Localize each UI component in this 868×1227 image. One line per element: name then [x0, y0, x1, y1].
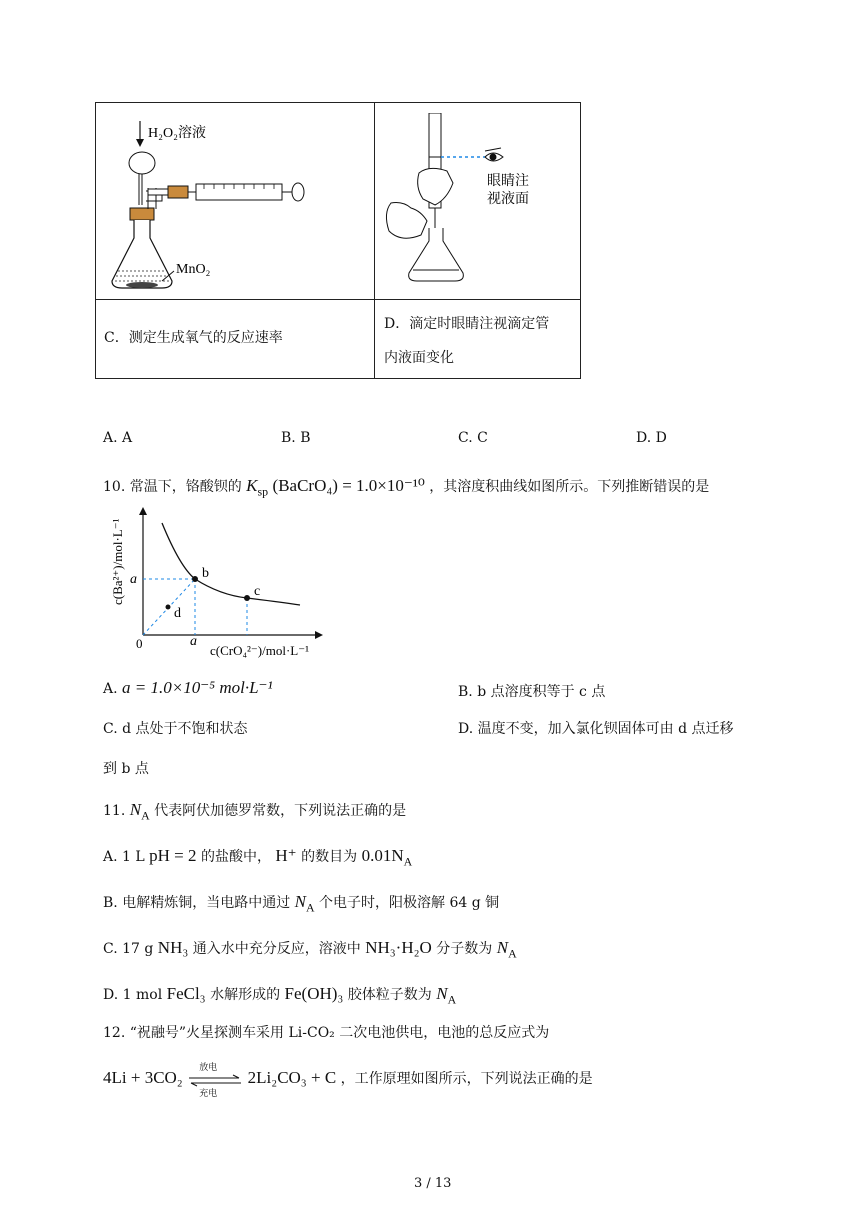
q12-equation [103, 1063, 593, 1099]
option-d-caption-line1: D．滴定时眼睛注视滴定管 [384, 316, 550, 332]
table-divider-vertical [374, 103, 375, 378]
q10-stem [103, 476, 709, 499]
q10-option-c: C. d 点处于不饱和状态 [103, 721, 248, 737]
eye-label-line1: 眼睛注 [487, 174, 529, 189]
label-a-y: a [130, 572, 137, 587]
q10-num: 10. 常温下，铬酸钡的 [103, 479, 242, 495]
page-number: 3 / 13 [414, 1176, 452, 1191]
oxygen-rate-apparatus-figure [104, 113, 374, 293]
q10-ksp: $K_{sp}$ [246, 476, 269, 499]
q12-eq-right: 2Li₂CO₃ + C [247, 1068, 337, 1087]
q10-option-a: A. a = 1.0×10⁻⁵ mol·L⁻¹ [103, 678, 273, 697]
label-b: b [202, 566, 209, 581]
titration-eye-figure [381, 113, 576, 293]
mno2-label: MnO₂ [176, 262, 211, 277]
q10-option-a-math: a = 1.0×10⁻⁵ mol·L⁻¹ [122, 678, 273, 697]
q10-option-d: D. 温度不变，加入氯化钡固体可由 d 点迁移 [458, 721, 734, 737]
q12-tail: ，工作原理如图所示，下列说法正确的是 [340, 1071, 593, 1087]
q11-stem: 11. $N_A$ 代表阿伏加德罗常数，下列说法正确的是 [103, 800, 407, 823]
q12-stem: 12. “祝融号”火星探测车采用 Li-CO₂ 二次电池供电，电池的总反应式为 [103, 1025, 550, 1041]
point-c [244, 595, 250, 601]
option-d-caption-line2: 内液面变化 [384, 350, 454, 366]
x-axis-label: c(CrO₄²⁻)/mol·L⁻¹ [210, 643, 309, 658]
point-d [166, 605, 171, 610]
q10-option-d-cont: 到 b 点 [103, 761, 149, 777]
table-divider-horizontal [96, 299, 580, 300]
q9-option-b: B. B [281, 430, 311, 446]
q11-option-d: D. 1 mol FeCl₃ 水解形成的 Fe(OH)₃ 胶体粒子数为 $N_A$ [103, 984, 457, 1007]
reversible-arrow: 放电 充电 [187, 1066, 243, 1092]
q11-option-c: C. 17 g NH₃ 通入水中充分反应，溶液中 NH₃·H₂O 分子数为 $N_A$ [103, 938, 517, 961]
label-a-x: a [190, 634, 197, 649]
q10-tail: ，其溶度积曲线如图所示。下列推断错误的是 [429, 479, 710, 495]
q9-option-c: C. C [458, 430, 488, 446]
q11-option-b: B. 电解精炼铜，当电路中通过 $N_A$ 个电子时，阳极溶解 64 g 铜 [103, 892, 500, 915]
y-axis-label: c(Ba²⁺)/mol·L⁻¹ [110, 518, 125, 605]
q9-option-a: A. A [103, 430, 133, 446]
option-c-caption: C．测定生成氧气的反应速率 [104, 330, 283, 346]
h2o2-label: H₂O₂溶液 [148, 126, 206, 141]
label-c: c [254, 584, 261, 599]
q11-option-a: A. 1 L pH = 2 的盐酸中， H⁺ 的数目为 $0.01N_A$ [103, 846, 413, 869]
q10-formula: (BaCrO₄) = 1.0×10⁻¹⁰ [272, 476, 425, 495]
q12-eq-left: 4Li + 3CO₂ [103, 1068, 183, 1087]
label-origin: 0 [136, 636, 143, 651]
q10-option-b: B. b 点溶度积等于 c 点 [458, 684, 606, 700]
eye-label-line2: 视液面 [487, 192, 529, 207]
experiment-table [95, 102, 581, 379]
solubility-curve-graph [100, 505, 330, 665]
label-d: d [174, 606, 181, 621]
point-b [192, 576, 198, 582]
q9-option-d: D. D [636, 430, 667, 446]
